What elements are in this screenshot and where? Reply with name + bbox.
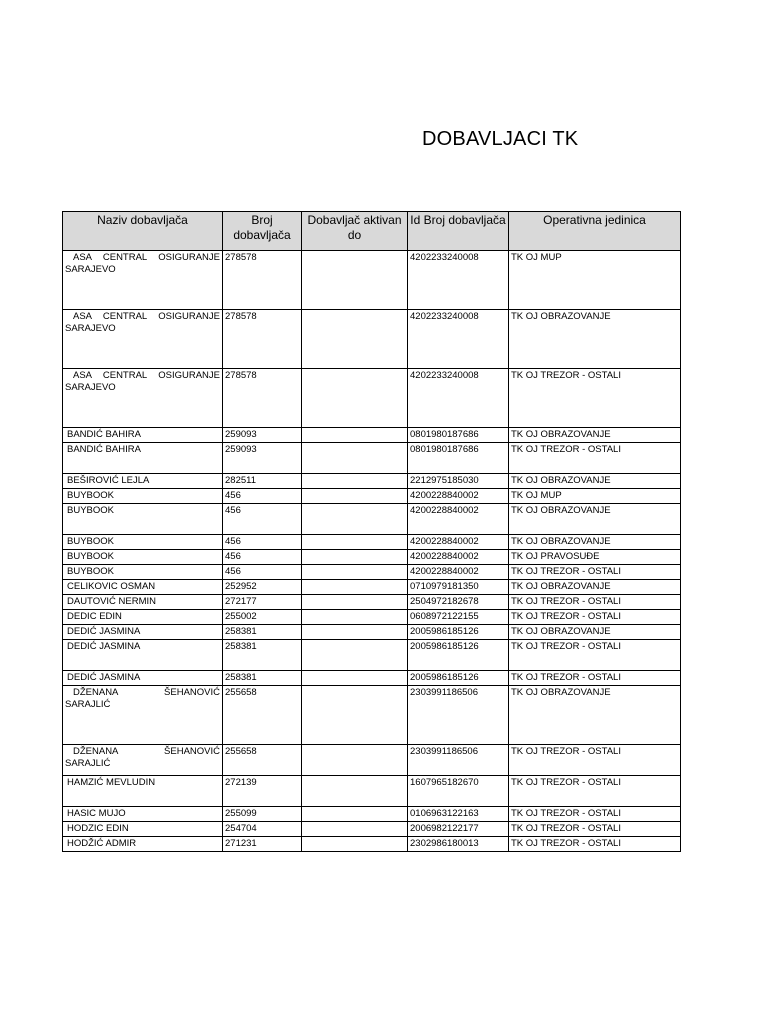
supplier-name-cell: DEDIĆ JASMINA	[63, 671, 223, 686]
supplier-number-cell: 456	[223, 489, 302, 504]
table-row	[63, 474, 681, 489]
operating-unit-cell: TK OJ TREZOR - OSTALI	[509, 595, 681, 610]
supplier-name-cell: BUYBOOK	[63, 550, 223, 565]
operating-unit-cell: TK OJ TREZOR - OSTALI	[509, 837, 681, 852]
supplier-number-cell: 456	[223, 565, 302, 580]
id-number-cell: 0106963122163	[408, 807, 509, 822]
supplier-name-cell: HASIC MUJO	[63, 807, 223, 822]
table-row	[63, 251, 681, 310]
id-number-cell: 2212975185030	[408, 474, 509, 489]
supplier-number-cell: 278578	[223, 369, 302, 428]
id-number-cell: 2504972182678	[408, 595, 509, 610]
supplier-number-cell: 278578	[223, 310, 302, 369]
supplier-name-cell: BUYBOOK	[63, 535, 223, 550]
header-row	[63, 212, 681, 251]
supplier-name-cell: DŽENANA ŠEHANOVIĆ SARAJLIĆ	[63, 686, 223, 745]
operating-unit-cell: TK OJ TREZOR - OSTALI	[509, 640, 681, 671]
supplier-number-cell: 456	[223, 550, 302, 565]
active-until-cell	[302, 550, 408, 565]
operating-unit-cell: TK OJ TREZOR - OSTALI	[509, 369, 681, 428]
id-number-cell: 2005986185126	[408, 625, 509, 640]
id-number-cell: 2006982122177	[408, 822, 509, 837]
active-until-cell	[302, 580, 408, 595]
supplier-name-cell: BUYBOOK	[63, 504, 223, 535]
supplier-number-cell: 272139	[223, 776, 302, 807]
id-number-cell: 4202233240008	[408, 310, 509, 369]
operating-unit-cell: TK OJ OBRAZOVANJE	[509, 625, 681, 640]
supplier-name-cell: HODŽIĆ ADMIR	[63, 837, 223, 852]
id-number-cell: 4202233240008	[408, 251, 509, 310]
active-until-cell	[302, 310, 408, 369]
active-until-cell	[302, 489, 408, 504]
active-until-cell	[302, 610, 408, 625]
operating-unit-cell: TK OJ OBRAZOVANJE	[509, 504, 681, 535]
supplier-number-cell: 252952	[223, 580, 302, 595]
operating-unit-cell: TK OJ MUP	[509, 251, 681, 310]
id-number-cell: 0801980187686	[408, 443, 509, 474]
table-row	[63, 550, 681, 565]
table-header	[63, 212, 681, 251]
operating-unit-cell: TK OJ TREZOR - OSTALI	[509, 745, 681, 776]
id-number-cell: 4200228840002	[408, 504, 509, 535]
table-row	[63, 807, 681, 822]
supplier-name-cell: HAMZIĆ MEVLUDIN	[63, 776, 223, 807]
active-until-cell	[302, 595, 408, 610]
table-row	[63, 504, 681, 535]
id-number-cell: 4200228840002	[408, 565, 509, 580]
table-row	[63, 489, 681, 504]
supplier-number-cell: 278578	[223, 251, 302, 310]
supplier-number-cell: 258381	[223, 625, 302, 640]
table-row	[63, 443, 681, 474]
supplier-number-cell: 259093	[223, 428, 302, 443]
table-row	[63, 580, 681, 595]
operating-unit-cell: TK OJ TREZOR - OSTALI	[509, 610, 681, 625]
table-row	[63, 776, 681, 807]
id-number-cell: 0608972122155	[408, 610, 509, 625]
operating-unit-cell: TK OJ OBRAZOVANJE	[509, 535, 681, 550]
id-number-cell: 0710979181350	[408, 580, 509, 595]
suppliers-table	[62, 211, 681, 852]
operating-unit-cell: TK OJ OBRAZOVANJE	[509, 580, 681, 595]
active-until-cell	[302, 565, 408, 580]
table-body	[63, 251, 681, 852]
table-row	[63, 535, 681, 550]
table-row	[63, 822, 681, 837]
active-until-cell	[302, 640, 408, 671]
supplier-name-cell: DEDIC EDIN	[63, 610, 223, 625]
header-id-number: Id Broj dobavljača	[408, 212, 509, 251]
table-row	[63, 640, 681, 671]
operating-unit-cell: TK OJ TREZOR - OSTALI	[509, 671, 681, 686]
table-row	[63, 565, 681, 580]
supplier-number-cell: 282511	[223, 474, 302, 489]
id-number-cell: 2303991186506	[408, 686, 509, 745]
header-supplier-name: Naziv dobavljača	[63, 212, 223, 251]
supplier-name-cell: DAUTOVIĆ NERMIN	[63, 595, 223, 610]
supplier-name-cell: DŽENANA ŠEHANOVIĆ SARAJLIĆ	[63, 745, 223, 776]
supplier-number-cell: 255658	[223, 686, 302, 745]
id-number-cell: 2005986185126	[408, 671, 509, 686]
active-until-cell	[302, 807, 408, 822]
supplier-number-cell: 272177	[223, 595, 302, 610]
header-operating-unit: Operativna jedinica	[509, 212, 681, 251]
table-row	[63, 595, 681, 610]
operating-unit-cell: TK OJ TREZOR - OSTALI	[509, 822, 681, 837]
active-until-cell	[302, 625, 408, 640]
id-number-cell: 4200228840002	[408, 550, 509, 565]
active-until-cell	[302, 443, 408, 474]
supplier-number-cell: 258381	[223, 671, 302, 686]
supplier-number-cell: 255658	[223, 745, 302, 776]
supplier-number-cell: 271231	[223, 837, 302, 852]
id-number-cell: 4200228840002	[408, 535, 509, 550]
operating-unit-cell: TK OJ OBRAZOVANJE	[509, 310, 681, 369]
operating-unit-cell: TK OJ PRAVOSUĐE	[509, 550, 681, 565]
supplier-name-cell: ASA CENTRAL OSIGURANJE SARAJEVO	[63, 369, 223, 428]
active-until-cell	[302, 428, 408, 443]
supplier-number-cell: 255099	[223, 807, 302, 822]
supplier-name-cell: BEŠIROVIĆ LEJLA	[63, 474, 223, 489]
operating-unit-cell: TK OJ OBRAZOVANJE	[509, 474, 681, 489]
id-number-cell: 4202233240008	[408, 369, 509, 428]
table-row	[63, 686, 681, 745]
supplier-name-cell: HODZIC EDIN	[63, 822, 223, 837]
operating-unit-cell: TK OJ TREZOR - OSTALI	[509, 565, 681, 580]
active-until-cell	[302, 474, 408, 489]
supplier-number-cell: 456	[223, 504, 302, 535]
supplier-number-cell: 258381	[223, 640, 302, 671]
active-until-cell	[302, 369, 408, 428]
supplier-name-cell: CELIKOVIC OSMAN	[63, 580, 223, 595]
table-row	[63, 837, 681, 852]
supplier-number-cell: 254704	[223, 822, 302, 837]
table-row	[63, 610, 681, 625]
active-until-cell	[302, 671, 408, 686]
header-active-until: Dobavljač aktivan do	[302, 212, 408, 251]
operating-unit-cell: TK OJ OBRAZOVANJE	[509, 428, 681, 443]
active-until-cell	[302, 504, 408, 535]
table-row	[63, 745, 681, 776]
table-row	[63, 310, 681, 369]
table-row	[63, 671, 681, 686]
supplier-name-cell: DEDIĆ JASMINA	[63, 625, 223, 640]
active-until-cell	[302, 822, 408, 837]
operating-unit-cell: TK OJ TREZOR - OSTALI	[509, 443, 681, 474]
supplier-name-cell: ASA CENTRAL OSIGURANJE SARAJEVO	[63, 251, 223, 310]
supplier-name-cell: BANDIĆ BAHIRA	[63, 428, 223, 443]
active-until-cell	[302, 686, 408, 745]
operating-unit-cell: TK OJ MUP	[509, 489, 681, 504]
supplier-name-cell: DEDIĆ JASMINA	[63, 640, 223, 671]
id-number-cell: 2005986185126	[408, 640, 509, 671]
table-row	[63, 369, 681, 428]
supplier-number-cell: 255002	[223, 610, 302, 625]
table-row	[63, 428, 681, 443]
supplier-name-cell: ASA CENTRAL OSIGURANJE SARAJEVO	[63, 310, 223, 369]
id-number-cell: 0801980187686	[408, 428, 509, 443]
active-until-cell	[302, 745, 408, 776]
id-number-cell: 2302986180013	[408, 837, 509, 852]
active-until-cell	[302, 251, 408, 310]
active-until-cell	[302, 837, 408, 852]
active-until-cell	[302, 776, 408, 807]
id-number-cell: 4200228840002	[408, 489, 509, 504]
operating-unit-cell: TK OJ TREZOR - OSTALI	[509, 807, 681, 822]
supplier-name-cell: BANDIĆ BAHIRA	[63, 443, 223, 474]
supplier-name-cell: BUYBOOK	[63, 565, 223, 580]
document-title: DOBAVLJACI TK	[422, 128, 579, 150]
supplier-name-cell: BUYBOOK	[63, 489, 223, 504]
operating-unit-cell: TK OJ OBRAZOVANJE	[509, 686, 681, 745]
id-number-cell: 1607965182670	[408, 776, 509, 807]
supplier-number-cell: 259093	[223, 443, 302, 474]
header-supplier-number: Broj dobavljača	[223, 212, 302, 251]
operating-unit-cell: TK OJ TREZOR - OSTALI	[509, 776, 681, 807]
active-until-cell	[302, 535, 408, 550]
supplier-number-cell: 456	[223, 535, 302, 550]
id-number-cell: 2303991186506	[408, 745, 509, 776]
table-row	[63, 625, 681, 640]
